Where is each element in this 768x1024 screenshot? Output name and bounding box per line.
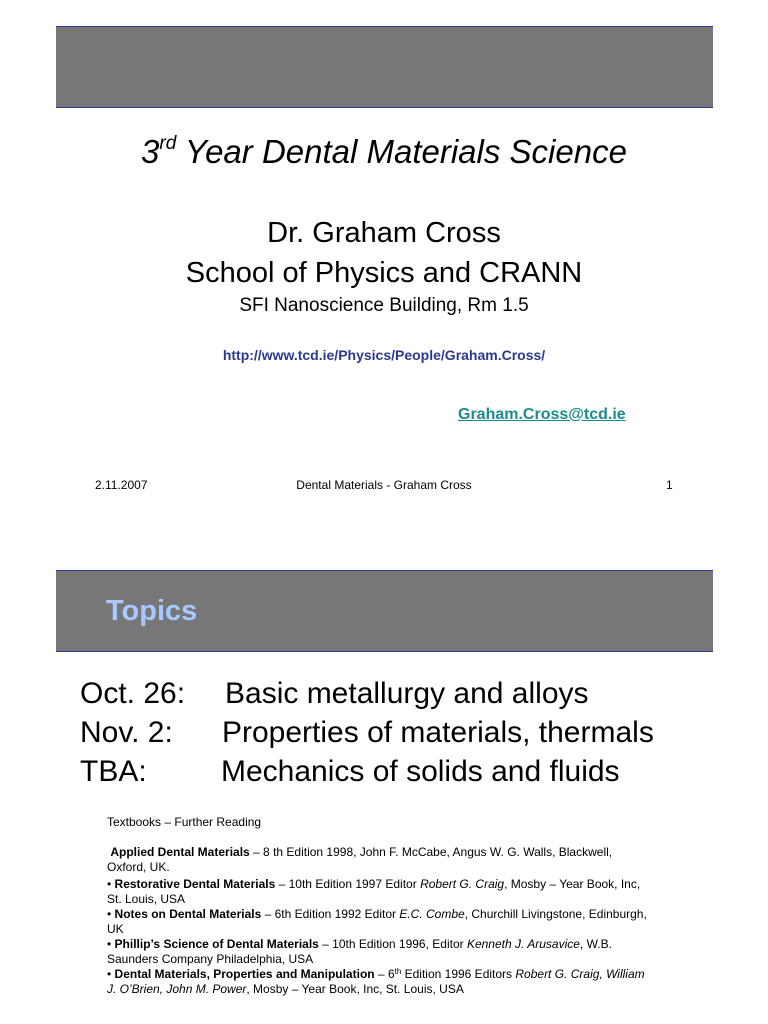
- homepage-link[interactable]: http://www.tcd.ie/Physics/People/Graham.Cross/: [222, 347, 546, 363]
- reference-editor: Robert G. Craig, William J. O’Brien, John M. Power: [107, 967, 645, 996]
- topic-row: [80, 716, 654, 750]
- topic-description: Basic metallurgy and alloys: [225, 677, 589, 710]
- topic-date: TBA:: [80, 755, 147, 788]
- reference-item: • Phillip’s Science of Dental Materials – 10th Edition 1996, Editor Kenneth J. Arusavice, W.B. Saunders Company Philadelphia, USA: [107, 937, 612, 966]
- author-name: Dr. Graham Cross: [267, 217, 501, 249]
- footer-page-number: 1: [666, 478, 673, 492]
- reference-title: Phillip’s Science of Dental Materials: [114, 937, 319, 951]
- reference-title: Restorative Dental Materials: [114, 877, 276, 891]
- topic-row: [80, 677, 589, 711]
- reference-editor: Kenneth J. Arusavice: [466, 937, 580, 951]
- topic-date: Nov. 2:: [80, 716, 173, 749]
- email-link[interactable]: Graham.Cross@tcd.ie: [458, 406, 626, 423]
- further-reading-heading: Textbooks – Further Reading: [107, 815, 262, 829]
- slide-title: 3rd Year Dental Materials Science: [141, 133, 627, 170]
- school-name: School of Physics and CRANN: [185, 257, 583, 289]
- reference-item: Applied Dental Materials – 8 th Edition 1998, John F. McCabe, Angus W. G. Walls, Blackwell, Oxford, UK.: [107, 845, 613, 874]
- topic-description: Mechanics of solids and fluids: [221, 755, 620, 788]
- topic-description: Properties of materials, thermals: [222, 716, 654, 749]
- reference-editor: E.C. Combe: [399, 907, 465, 921]
- footer-title: Dental Materials - Graham Cross: [296, 478, 472, 492]
- reference-title: Notes on Dental Materials: [114, 907, 262, 921]
- reference-title: Applied Dental Materials: [110, 845, 250, 859]
- reference-item: • Restorative Dental Materials – 10th Edition 1997 Editor Robert G. Craig, Mosby – Year Book, Inc, St. Louis, USA: [107, 877, 641, 906]
- topic-row: [80, 755, 620, 789]
- topic-date: Oct. 26:: [80, 677, 186, 710]
- reference-item: • Dental Materials, Properties and Manipulation – 6th Edition 1996 Editors Robert G. Craig, William J. O’Brien, John M. Power, Mosby – Year Book, Inc, St. Louis, USA: [107, 967, 645, 996]
- reference-editor: Robert G. Craig: [420, 877, 505, 891]
- reference-title: Dental Materials, Properties and Manipulation: [114, 967, 375, 981]
- topics-heading: Topics: [106, 595, 198, 627]
- building-location: SFI Nanoscience Building, Rm 1.5: [239, 295, 529, 316]
- slide1-header-band: [56, 26, 713, 108]
- footer-date: 2.11.2007: [95, 478, 148, 492]
- reference-item: • Notes on Dental Materials – 6th Edition 1992 Editor E.C. Combe, Churchill Livingstone, Edinburgh, UK: [107, 907, 647, 936]
